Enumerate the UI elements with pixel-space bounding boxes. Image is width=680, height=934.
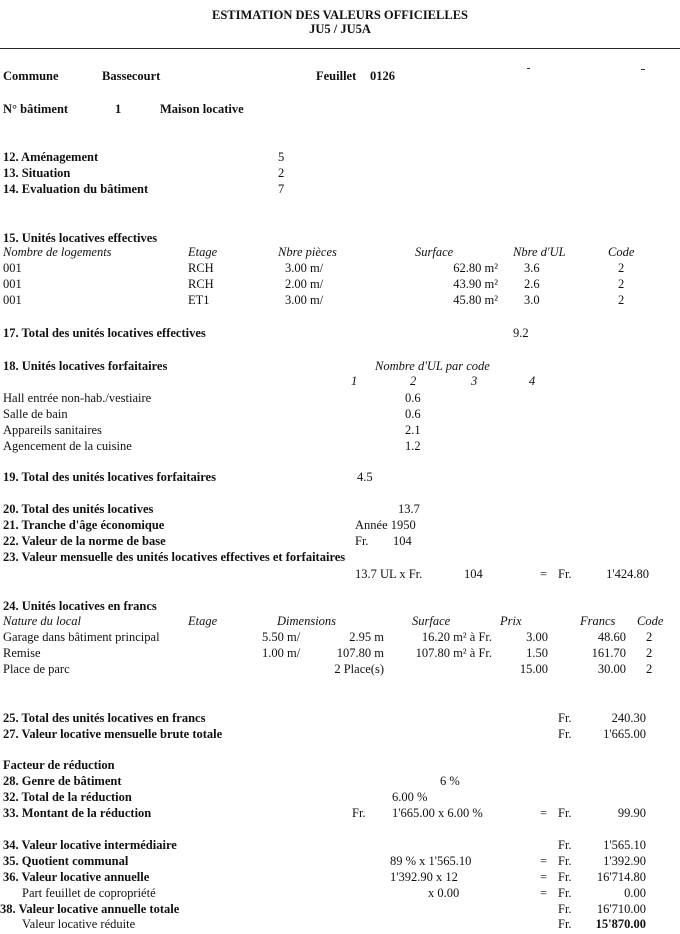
s23-currency: Fr. [558, 567, 572, 581]
s15-row-code: 2 [618, 293, 625, 307]
s35-equals: = [540, 854, 548, 868]
s17-label: 17. Total des unités locatives effectives [3, 326, 206, 340]
part-value: 0.00 [624, 886, 646, 900]
scan-mark [527, 68, 530, 69]
feuillet-label: Feuillet [316, 69, 357, 83]
s24-row-francs: 48.60 [597, 630, 626, 644]
s15-row-logement: 001 [3, 293, 22, 307]
s32-value: 6.00 % [392, 790, 428, 804]
s34-label: 34. Valeur locative intermédiaire [3, 838, 177, 852]
s15-row-surface: 45.80 m² [453, 293, 498, 307]
s23-calc: 13.7 UL x Fr. [355, 567, 423, 581]
s24-row-dim1: 5.50 m/ [262, 630, 301, 644]
s23-label: 23. Valeur mensuelle des unités locatives effectives et forfaitaires [3, 550, 346, 564]
s24-row-francs: 30.00 [597, 662, 626, 676]
s24-row-surface: 16.20 m² à Fr. [421, 630, 492, 644]
s24-header-surface: Surface [412, 614, 451, 628]
s24-title: 24. Unités locatives en francs [3, 599, 157, 613]
s18-row-label: Agencement de la cuisine [3, 439, 132, 453]
s18-row-value: 0.6 [405, 407, 421, 421]
s15-row-etage: RCH [188, 261, 214, 275]
s15-row-pieces: 3.00 m/ [285, 293, 324, 307]
feuillet-value: 0126 [370, 69, 395, 83]
s18-code-header: Nombre d'UL par code [375, 359, 490, 373]
s22-value: 104 [393, 534, 412, 548]
s24-row-prix: 1.50 [526, 646, 548, 660]
s15-row-nbre-ul: 2.6 [524, 277, 540, 291]
s38-currency: Fr. [558, 902, 572, 916]
s24-row-dim2: 107.80 m [336, 646, 384, 660]
reduite-currency: Fr. [558, 917, 572, 931]
s27-currency: Fr. [558, 727, 572, 741]
scan-mark [641, 69, 645, 70]
s34-value: 1'565.10 [603, 838, 646, 852]
s25-value: 240.30 [611, 711, 646, 725]
s24-row-dim1: 1.00 m/ [262, 646, 301, 660]
s15-row-nbre-ul: 3.0 [524, 293, 540, 307]
s15-header-etage: Etage [188, 245, 218, 259]
s24-row-nature: Remise [3, 646, 41, 660]
s24-row-dim2: 2 Place(s) [334, 662, 384, 676]
s15-header-logements: Nombre de logements [3, 245, 112, 259]
s25-currency: Fr. [558, 711, 572, 725]
s33-value: 99.90 [617, 806, 646, 820]
s24-row-dim2: 2.95 m [349, 630, 384, 644]
reduite-value: 15'870.00 [595, 917, 646, 931]
part-currency: Fr. [558, 886, 572, 900]
s36-value: 16'714.80 [596, 870, 646, 884]
s15-row-nbre-ul: 3.6 [524, 261, 540, 275]
part-equals: = [540, 886, 548, 900]
amenagement-label: 12. Aménagement [3, 150, 99, 164]
s38-value: 16'710.00 [596, 902, 646, 916]
s33-label: 33. Montant de la réduction [3, 806, 152, 820]
s24-row-nature: Place de parc [3, 662, 70, 676]
s15-row-pieces: 2.00 m/ [285, 277, 324, 291]
s17-value: 9.2 [513, 326, 529, 340]
s18-code-3: 3 [471, 374, 478, 388]
s18-row-label: Salle de bain [3, 407, 68, 421]
s15-row-logement: 001 [3, 261, 22, 275]
s27-value: 1'665.00 [603, 727, 646, 741]
amenagement-value: 5 [278, 150, 285, 164]
s22-currency: Fr. [355, 534, 369, 548]
s15-row-etage: RCH [188, 277, 214, 291]
s18-row-value: 1.2 [405, 439, 421, 453]
s35-label: 35. Quotient communal [3, 854, 129, 868]
batiment-label: N° bâtiment [3, 102, 69, 116]
s24-row-francs: 161.70 [591, 646, 626, 660]
s23-result: 1'424.80 [606, 567, 649, 581]
s21-value: Année 1950 [355, 518, 416, 532]
document-subtitle: JU5 / JU5A [309, 22, 371, 36]
situation-value: 2 [278, 166, 285, 180]
s18-code-4: 4 [529, 374, 536, 388]
s38-label: 38. Valeur locative annuelle totale [0, 902, 180, 916]
s24-row-surface: 107.80 m² à Fr. [415, 646, 492, 660]
s32-label: 32. Total de la réduction [3, 790, 132, 804]
part-label: Part feuillet de copropriété [22, 886, 156, 900]
s24-header-francs: Francs [580, 614, 616, 628]
s15-row-surface: 43.90 m² [453, 277, 498, 291]
s34-currency: Fr. [558, 838, 572, 852]
s23-factor: 104 [464, 567, 483, 581]
batiment-type: Maison locative [160, 102, 244, 116]
s24-row-prix: 15.00 [519, 662, 548, 676]
s15-row-pieces: 3.00 m/ [285, 261, 324, 275]
s36-calc: 1'392.90 x 12 [390, 870, 458, 884]
s15-header-code: Code [608, 245, 635, 259]
s33-equals: = [540, 806, 548, 820]
s36-equals: = [540, 870, 548, 884]
reduite-label: Valeur locative réduite [22, 917, 136, 931]
s18-row-label: Hall entrée non-hab./vestiaire [3, 391, 152, 405]
header-rule [0, 48, 680, 49]
s15-row-etage: ET1 [188, 293, 210, 307]
document-title: ESTIMATION DES VALEURS OFFICIELLES [212, 8, 468, 22]
s18-row-label: Appareils sanitaires [3, 423, 102, 437]
s24-header-etage: Etage [188, 614, 218, 628]
s15-row-code: 2 [618, 277, 625, 291]
s24-row-nature: Garage dans bâtiment principal [3, 630, 160, 644]
s20-value: 13.7 [398, 502, 420, 516]
s15-title: 15. Unités locatives effectives [3, 231, 158, 245]
s33-calc: 1'665.00 x 6.00 % [392, 806, 483, 820]
s24-header-code: Code [637, 614, 664, 628]
situation-label: 13. Situation [3, 166, 71, 180]
s22-label: 22. Valeur de la norme de base [3, 534, 166, 548]
reduction-title: Facteur de réduction [3, 758, 115, 772]
evaluation-label: 14. Evaluation du bâtiment [3, 182, 149, 196]
s23-equals: = [540, 567, 548, 581]
s21-label: 21. Tranche d'âge économique [3, 518, 165, 532]
s15-row-surface: 62.80 m² [453, 261, 498, 275]
s24-row-code: 2 [646, 646, 653, 660]
s15-header-surface: Surface [415, 245, 454, 259]
evaluation-value: 7 [278, 182, 285, 196]
s15-header-nbre-ul: Nbre d'UL [513, 245, 566, 259]
s28-label: 28. Genre de bâtiment [3, 774, 122, 788]
part-calc: x 0.00 [428, 886, 460, 900]
s19-label: 19. Total des unités locatives forfaitaires [3, 470, 216, 484]
s24-header-nature: Nature du local [3, 614, 82, 628]
s35-value: 1'392.90 [603, 854, 646, 868]
s36-label: 36. Valeur locative annuelle [3, 870, 150, 884]
s19-value: 4.5 [357, 470, 373, 484]
s18-code-2: 2 [410, 374, 417, 388]
s33-currency-result: Fr. [558, 806, 572, 820]
s33-currency: Fr. [352, 806, 366, 820]
s18-title: 18. Unités locatives forfaitaires [3, 359, 168, 373]
s27-label: 27. Valeur locative mensuelle brute totale [3, 727, 223, 741]
s36-currency: Fr. [558, 870, 572, 884]
s20-label: 20. Total des unités locatives [3, 502, 154, 516]
s15-row-logement: 001 [3, 277, 22, 291]
s24-header-prix: Prix [500, 614, 522, 628]
commune-value: Bassecourt [102, 69, 161, 83]
commune-label: Commune [3, 69, 59, 83]
s24-header-dimensions: Dimensions [277, 614, 337, 628]
s18-row-value: 0.6 [405, 391, 421, 405]
s24-row-prix: 3.00 [526, 630, 548, 644]
s15-row-code: 2 [618, 261, 625, 275]
batiment-number: 1 [115, 102, 122, 116]
s35-calc: 89 % x 1'565.10 [390, 854, 472, 868]
s28-value: 6 % [440, 774, 460, 788]
s35-currency: Fr. [558, 854, 572, 868]
s18-row-value: 2.1 [405, 423, 421, 437]
s24-row-code: 2 [646, 662, 653, 676]
s18-code-1: 1 [351, 374, 358, 388]
s25-label: 25. Total des unités locatives en francs [3, 711, 206, 725]
s24-row-code: 2 [646, 630, 653, 644]
s15-header-pieces: Nbre pièces [278, 245, 337, 259]
